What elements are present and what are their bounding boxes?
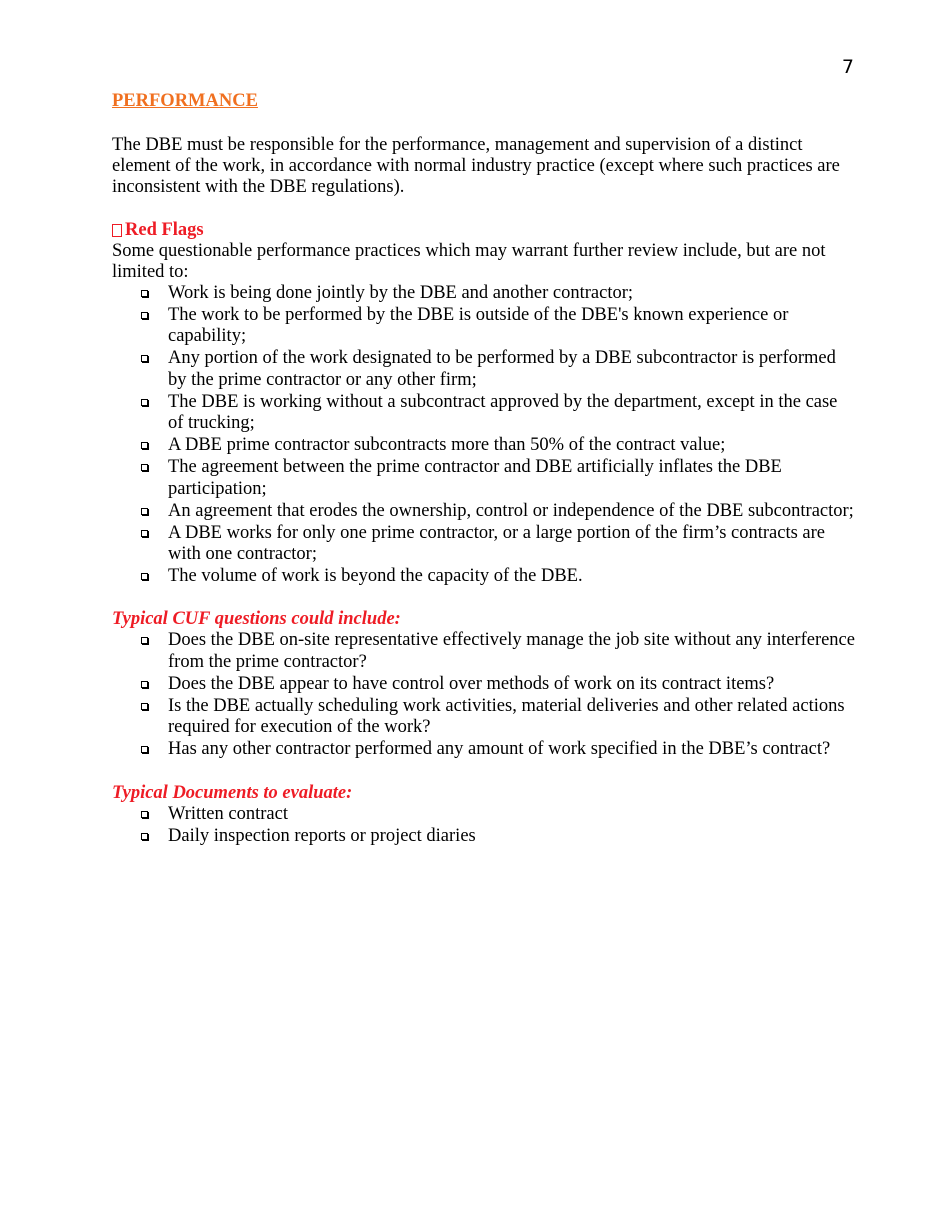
list-item bbox=[112, 523, 857, 566]
list-item-text: A DBE works for only one prime contractor, or a large portion of the firm’s contracts are with one contractor; bbox=[168, 522, 826, 565]
section-title-performance: PERFORMANCE bbox=[112, 91, 258, 111]
list-item-text: Daily inspection reports or project diaries bbox=[168, 825, 476, 846]
list-item-text: A DBE prime contractor subcontracts more than 50% of the contract value; bbox=[168, 435, 726, 456]
list-item bbox=[112, 435, 857, 456]
list-item-text: The work to be performed by the DBE is outside of the DBE's known experience or capability; bbox=[168, 305, 789, 347]
list-item-text: The DBE is working without a subcontract approved by the department, except in the case of trucking; bbox=[168, 391, 838, 434]
cuf-questions-heading: Typical CUF questions could include: bbox=[112, 609, 401, 630]
square-bullet-icon bbox=[141, 833, 148, 840]
square-bullet-icon bbox=[141, 573, 148, 580]
list-item-text: An agreement that erodes the ownership, control or independence of the DBE subcontractor; bbox=[168, 500, 854, 521]
list-item bbox=[112, 392, 857, 435]
list-item bbox=[112, 674, 857, 695]
list-item bbox=[112, 826, 857, 847]
list-item bbox=[112, 566, 857, 587]
square-bullet-icon bbox=[141, 508, 148, 515]
red-flags-title: Red Flags bbox=[125, 220, 204, 240]
list-item-text: The volume of work is beyond the capacity of the DBE. bbox=[168, 566, 583, 587]
square-bullet-icon bbox=[141, 703, 148, 710]
performance-intro-paragraph: The DBE must be responsible for the performance, management and supervision of a distinct element of the work, in accordance with normal industry practice (except where such practices are inconsistent with the DBE regulations). bbox=[112, 135, 840, 197]
square-bullet-icon bbox=[141, 681, 148, 688]
list-item-text: The agreement between the prime contractor and DBE artificially inflates the DBE participation; bbox=[168, 457, 782, 499]
cuf-questions-list bbox=[112, 630, 857, 760]
square-bullet-icon bbox=[141, 442, 148, 449]
list-item bbox=[112, 348, 857, 391]
list-item-text: Is the DBE actually scheduling work activities, material deliveries and other related actions required for execution of the work? bbox=[168, 695, 845, 738]
square-bullet-icon bbox=[141, 355, 148, 362]
square-bullet-icon bbox=[141, 811, 148, 818]
square-bullet-icon bbox=[141, 290, 148, 297]
square-bullet-icon bbox=[141, 312, 148, 319]
list-item bbox=[112, 501, 857, 522]
red-flags-list bbox=[112, 283, 857, 587]
list-item bbox=[112, 696, 857, 739]
page-number: 7 bbox=[841, 56, 854, 78]
square-bullet-icon bbox=[141, 746, 148, 753]
red-flags-intro-paragraph: Some questionable performance practices which may warrant further review include, but are not limited to: bbox=[112, 241, 826, 282]
list-item bbox=[112, 457, 857, 500]
list-item-text: Work is being done jointly by the DBE and another contractor; bbox=[168, 283, 634, 303]
square-bullet-icon bbox=[141, 464, 148, 471]
document-body bbox=[112, 90, 857, 848]
checkbox-square-icon bbox=[112, 224, 122, 237]
list-item-text: Does the DBE on-site representative effectively manage the job site without any interference from the prime contractor? bbox=[168, 630, 855, 672]
list-item bbox=[112, 305, 857, 348]
list-item-text: Any portion of the work designated to be performed by a DBE subcontractor is performed by the prime contractor or any other firm; bbox=[168, 348, 836, 390]
documents-heading: Typical Documents to evaluate: bbox=[112, 782, 353, 803]
list-item bbox=[112, 804, 857, 825]
list-item bbox=[112, 283, 857, 304]
list-item-text: Does the DBE appear to have control over methods of work on its contract items? bbox=[168, 673, 775, 694]
red-flags-heading bbox=[112, 219, 857, 241]
list-item-text: Written contract bbox=[168, 803, 288, 824]
list-item-text: Has any other contractor performed any amount of work specified in the DBE’s contract? bbox=[168, 739, 831, 760]
square-bullet-icon bbox=[141, 399, 148, 406]
list-item bbox=[112, 739, 857, 760]
square-bullet-icon bbox=[141, 637, 148, 644]
square-bullet-icon bbox=[141, 530, 148, 537]
documents-list bbox=[112, 804, 857, 847]
list-item bbox=[112, 630, 857, 673]
